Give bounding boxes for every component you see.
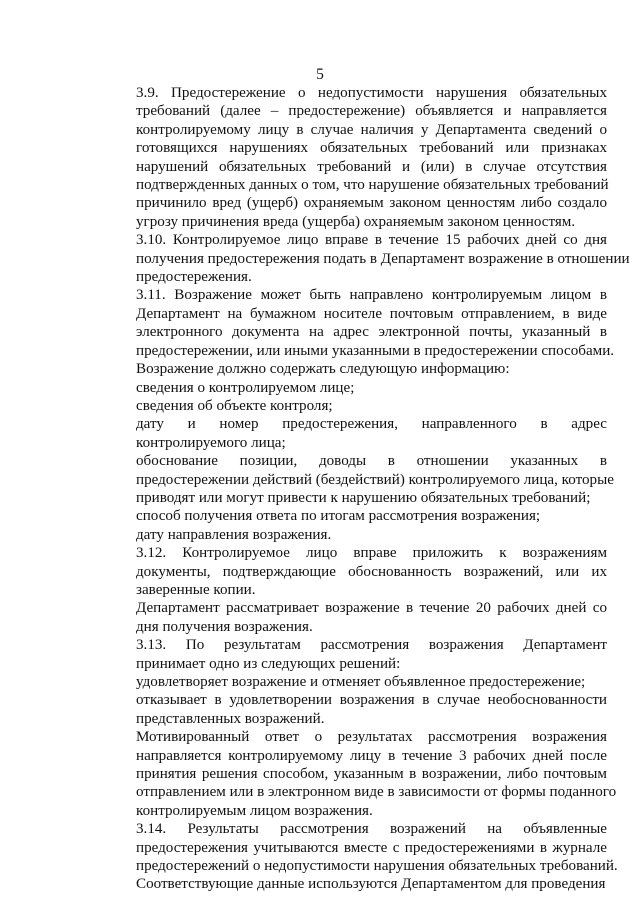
paragraph bbox=[99, 360, 607, 378]
paragraph bbox=[99, 231, 630, 286]
text-line: 3.11. Возражение может быть направлено контролируемым лицом в bbox=[136, 287, 607, 304]
text-line: электронного документа на адрес электронной почты, указанный в bbox=[136, 324, 607, 341]
text-line: требований (далее – предостережение) объявляется и направляется bbox=[136, 103, 607, 120]
text-line: предостережении действий (бездействий) контролируемого лица, которые bbox=[136, 471, 614, 488]
text-line: нарушений обязательных требований и (или) в случае отсутствия bbox=[136, 158, 607, 175]
text-line: принимает одно из следующих решений: bbox=[136, 655, 401, 672]
paragraph bbox=[99, 599, 607, 636]
text-line: готовящихся нарушениях обязательных требований или признаках bbox=[136, 140, 607, 157]
paragraph bbox=[99, 544, 607, 599]
text-line: Соответствующие данные используются Департаментом для проведения bbox=[136, 876, 606, 893]
paragraph bbox=[99, 507, 607, 525]
text-line: дату направления возражения. bbox=[136, 526, 332, 543]
paragraph bbox=[99, 286, 615, 360]
text-line: контролируемым лицом возражения. bbox=[136, 802, 373, 819]
paragraph bbox=[99, 452, 614, 507]
text-line: документы, подтверждающие обоснованность возражений, или их bbox=[136, 563, 607, 580]
text-line: направляется контролируемому лицу в течение 3 рабочих дней после bbox=[136, 747, 607, 764]
text-line: сведения об объекте контроля; bbox=[136, 397, 333, 414]
document-body bbox=[99, 84, 630, 894]
text-line: получения предостережения подать в Департамент возражение в отношении bbox=[136, 250, 630, 267]
text-line: предостережения. bbox=[136, 269, 252, 286]
paragraph bbox=[99, 397, 607, 415]
text-line: причинило вред (ущерб) охраняемым законом ценностям либо создало bbox=[136, 195, 607, 212]
text-line: Возражение должно содержать следующую информацию: bbox=[136, 361, 510, 378]
text-line: предостережений о недопустимости нарушения обязательных требований. bbox=[136, 858, 618, 875]
text-line: 3.13. По результатам рассмотрения возражения Департамент bbox=[136, 637, 607, 654]
text-line: отправлением или в электронном виде в зависимости от формы поданного bbox=[136, 784, 617, 801]
paragraph bbox=[99, 636, 607, 673]
text-line: отказывает в удовлетворении возражения в случае необоснованности bbox=[136, 692, 607, 709]
text-line: предостережения учитываются вместе с предостережениями в журнале bbox=[136, 839, 607, 856]
text-line: обоснование позиции, доводы в отношении указанных в bbox=[136, 453, 607, 470]
text-line: приводят или могут привести к нарушению обязательных требований; bbox=[136, 489, 591, 506]
paragraph bbox=[99, 673, 607, 691]
text-line: угрозу причинения вреда (ущерба) охраняемым законом ценностям. bbox=[136, 213, 576, 230]
text-line: предостережении, или иными указанными в предостережении способами. bbox=[136, 342, 615, 359]
paragraph bbox=[99, 820, 618, 894]
text-line: Департамент на бумажном носителе почтовым отправлением, в виде bbox=[136, 305, 607, 322]
paragraph bbox=[99, 415, 607, 452]
text-line: удовлетворяет возражение и отменяет объявленное предостережение; bbox=[136, 674, 586, 690]
text-line: 3.9. Предостережение о недопустимости нарушения обязательных bbox=[136, 85, 607, 101]
text-line: Департамент рассматривает возражение в течение 20 рабочих дней со bbox=[136, 600, 607, 617]
text-line: сведения о контролируемом лице; bbox=[136, 379, 355, 396]
text-line: дату и номер предостережения, направленного в адрес bbox=[136, 416, 607, 433]
text-line: представленных возражений. bbox=[136, 710, 325, 727]
text-line: 3.14. Результаты рассмотрения возражений на объявленные bbox=[136, 821, 607, 838]
paragraph bbox=[99, 728, 617, 820]
text-line: заверенные копии. bbox=[136, 581, 256, 598]
text-line: подтвержденных данных о том, что нарушение обязательных требований bbox=[136, 177, 609, 194]
page-number: 5 bbox=[316, 66, 324, 83]
text-line: Мотивированный ответ о результатах рассмотрения возражения bbox=[136, 729, 607, 746]
text-line: 3.10. Контролируемое лицо вправе в течение 15 рабочих дней со дня bbox=[136, 232, 607, 249]
text-line: способ получения ответа по итогам рассмотрения возражения; bbox=[136, 508, 541, 525]
text-line: 3.12. Контролируемое лицо вправе приложить к возражениям bbox=[136, 545, 607, 562]
text-line: контролируемому лицу в случае наличия у Департамента сведений о bbox=[136, 121, 607, 138]
paragraph bbox=[99, 526, 607, 544]
text-line: дня получения возражения. bbox=[136, 618, 313, 635]
paragraph bbox=[99, 379, 607, 397]
text-line: контролируемого лица; bbox=[136, 434, 286, 451]
paragraph bbox=[99, 691, 607, 728]
paragraph bbox=[99, 84, 607, 231]
text-line: принятия решения способом, указанным в возражении, либо почтовым bbox=[136, 766, 607, 783]
